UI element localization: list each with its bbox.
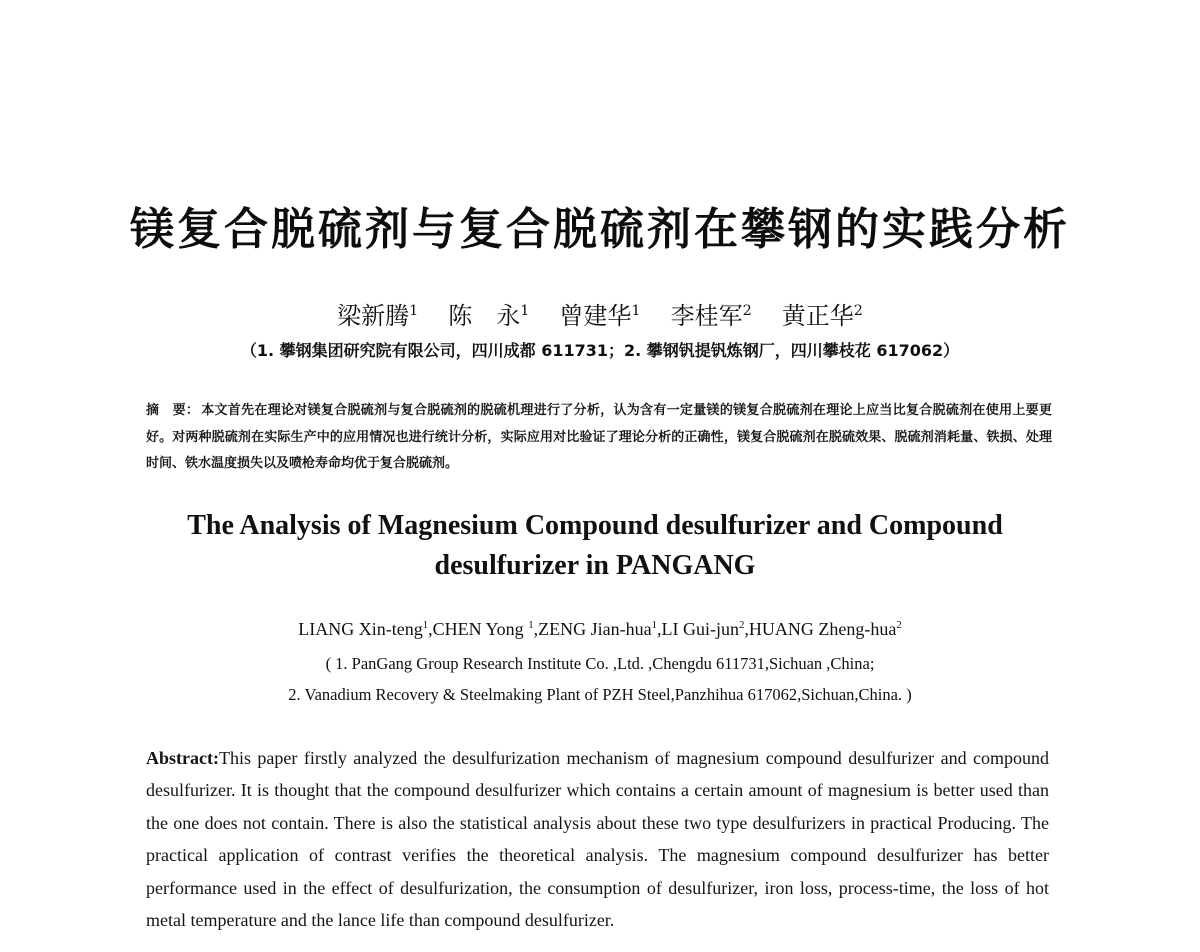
chinese-author: 黄正华$^2$ bbox=[781, 302, 863, 330]
chinese-title: 镁复合脱硫剂与复合脱硫剂在攀钢的实践分析 bbox=[130, 204, 1070, 255]
english-abstract-text: This paper firstly analyzed the desulfurization mechanism of magnesium compound desulfurizer and compound desulfurizer. It is thought that the compound desulfurizer which contains a certain amount of magnesium is better used than the one does not contain. There is also the statistical analysis about these two type desulfurizers in practical Producing. The practical application of contrast verifies the theoretical analysis. The magnesium compound desulfurizer has better performance used in the effect of desulfurization, the consumption of desulfurizer, iron loss, process-time, the loss of hot metal temperature and the lance life than compound desulfurizer. bbox=[146, 748, 1049, 931]
english-abstract bbox=[146, 742, 1049, 936]
english-affiliation bbox=[0, 648, 1200, 710]
english-author: CHEN Yong $^1$ bbox=[432, 619, 534, 639]
english-author: LIANG Xin-teng$^1$ bbox=[298, 619, 429, 639]
chinese-author: 陈 永$^1$ bbox=[448, 302, 530, 330]
english-author: ZENG Jian-hua$^1$ bbox=[538, 619, 657, 639]
english-title bbox=[160, 506, 1030, 586]
english-author-list: LIANG Xin-teng$^1$,CHEN Yong $^1$,ZENG Jian-hua$^1$,LI Gui-jun$^2$,HUANG Zheng-hua$^2$ bbox=[298, 619, 902, 639]
english-abstract-label: Abstract: bbox=[146, 748, 219, 768]
english-title-line: desulfurizer in PANGANG bbox=[434, 550, 756, 581]
chinese-abstract bbox=[146, 398, 1052, 478]
english-title-line: The Analysis of Magnesium Compound desulfurizer and Compound bbox=[187, 510, 1003, 541]
chinese-author: 李桂军$^2$ bbox=[670, 302, 752, 330]
chinese-affiliation: （1. 攀钢集团研究院有限公司，四川成都 611731；2. 攀钢钒提钒炼钢厂，四川攀枝花 617062） bbox=[240, 341, 960, 360]
english-author: HUANG Zheng-hua$^2$ bbox=[748, 619, 902, 639]
chinese-author: 梁新腾$^1$ bbox=[337, 302, 419, 330]
english-affiliation-line: 2. Vanadium Recovery & Steelmaking Plant of PZH Steel,Panzhihua 617062,Sichuan,China. ) bbox=[288, 685, 912, 704]
english-affiliation-line: ( 1. PanGang Group Research Institute Co. ,Ltd. ,Chengdu 611731,Sichuan ,China; bbox=[325, 654, 875, 673]
chinese-abstract-label: 摘 要： bbox=[146, 403, 200, 418]
chinese-author-list bbox=[0, 296, 1200, 336]
chinese-abstract-text: 本文首先在理论对镁复合脱硫剂与复合脱硫剂的脱硫机理进行了分析，认为含有一定量镁的镁复合脱硫剂在理论上应当比复合脱硫剂在使用上要更好。对两种脱硫剂在实际生产中的应用情况也进行统计分析，实际应用对比验证了理论分析的正确性，镁复合脱硫剂在脱硫效果、脱硫剂消耗量、铁损、处理时间、铁水温度损失以及喷枪寿命均优于复合脱硫剂。 bbox=[146, 403, 1052, 471]
chinese-author: 曾建华$^1$ bbox=[559, 302, 641, 330]
english-author: LI Gui-jun$^2$ bbox=[661, 619, 745, 639]
